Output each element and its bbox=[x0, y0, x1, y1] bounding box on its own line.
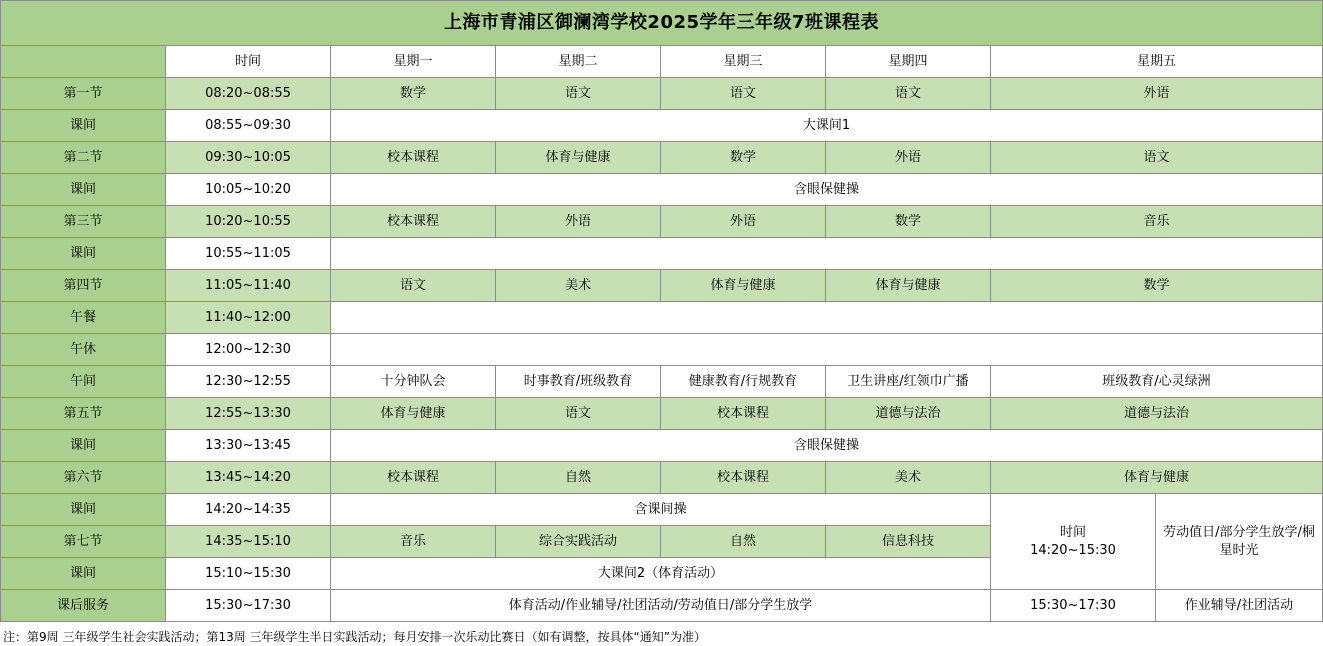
period-time: 12:55~13:30 bbox=[166, 398, 331, 430]
period-label: 课间 bbox=[1, 110, 166, 142]
cell-wed: 自然 bbox=[661, 526, 826, 558]
friday-service-activity: 作业辅导/社团活动 bbox=[1156, 590, 1323, 622]
period-label: 午餐 bbox=[1, 302, 166, 334]
period-label: 课间 bbox=[1, 174, 166, 206]
cell-wed: 外语 bbox=[661, 206, 826, 238]
cell-wed: 数学 bbox=[661, 142, 826, 174]
table-row bbox=[1, 270, 1323, 302]
friday-activity-cell: 劳动值日/部分学生放学/桐星时光 bbox=[1156, 494, 1323, 590]
cell-tue: 语文 bbox=[496, 78, 661, 110]
period-label: 课间 bbox=[1, 494, 166, 526]
period-label: 课间 bbox=[1, 238, 166, 270]
period-time: 11:40~12:00 bbox=[166, 302, 331, 334]
period-label: 第三节 bbox=[1, 206, 166, 238]
period-label: 课间 bbox=[1, 558, 166, 590]
footnote: 注：第9周 三年级学生社会实践活动；第13周 三年级学生半日实践活动；每月安排一次乐动比赛日（如有调整，按具体“通知”为准） bbox=[3, 630, 706, 644]
period-time: 13:30~13:45 bbox=[166, 430, 331, 462]
period-time: 14:20~14:35 bbox=[166, 494, 331, 526]
break-cell: 大课间1 bbox=[331, 110, 1323, 142]
header-row bbox=[1, 46, 1323, 78]
cell-fri: 语文 bbox=[991, 142, 1323, 174]
cell-wed: 语文 bbox=[661, 78, 826, 110]
page-title: 上海市青浦区御澜湾学校2025学年三年级7班课程表 bbox=[1, 1, 1323, 46]
after-school-cell: 体育活动/作业辅导/社团活动/劳动值日/部分学生放学 bbox=[331, 590, 991, 622]
break-cell: 含眼保健操 bbox=[331, 174, 1323, 206]
cell-tue: 综合实践活动 bbox=[496, 526, 661, 558]
period-time: 11:05~11:40 bbox=[166, 270, 331, 302]
period-label: 午休 bbox=[1, 334, 166, 366]
period-time: 15:30~17:30 bbox=[166, 590, 331, 622]
cell-thu: 数学 bbox=[826, 206, 991, 238]
period-label: 第二节 bbox=[1, 142, 166, 174]
period-time: 14:35~15:10 bbox=[166, 526, 331, 558]
cell-thu: 卫生讲座/红领巾广播 bbox=[826, 366, 991, 398]
period-time: 12:30~12:55 bbox=[166, 366, 331, 398]
table-row bbox=[1, 110, 1323, 142]
period-time: 10:20~10:55 bbox=[166, 206, 331, 238]
cell-wed: 校本课程 bbox=[661, 398, 826, 430]
period-label: 第七节 bbox=[1, 526, 166, 558]
break-cell bbox=[331, 302, 1323, 334]
header-empty bbox=[1, 46, 166, 78]
table-row bbox=[1, 238, 1323, 270]
cell-thu: 体育与健康 bbox=[826, 270, 991, 302]
table-row bbox=[1, 366, 1323, 398]
cell-mon: 校本课程 bbox=[331, 206, 496, 238]
cell-fri: 体育与健康 bbox=[991, 462, 1323, 494]
period-time: 13:45~14:20 bbox=[166, 462, 331, 494]
period-time: 10:05~10:20 bbox=[166, 174, 331, 206]
header-thursday: 星期四 bbox=[826, 46, 991, 78]
header-tuesday: 星期二 bbox=[496, 46, 661, 78]
break-cell: 大课间2（体育活动） bbox=[331, 558, 991, 590]
table-row bbox=[1, 142, 1323, 174]
header-time: 时间 bbox=[166, 46, 331, 78]
header-monday: 星期一 bbox=[331, 46, 496, 78]
cell-mon: 体育与健康 bbox=[331, 398, 496, 430]
period-label: 课间 bbox=[1, 430, 166, 462]
table-row bbox=[1, 78, 1323, 110]
cell-mon: 语文 bbox=[331, 270, 496, 302]
table-row bbox=[1, 398, 1323, 430]
header-friday: 星期五 bbox=[991, 46, 1323, 78]
period-label: 课后服务 bbox=[1, 590, 166, 622]
period-time: 08:55~09:30 bbox=[166, 110, 331, 142]
cell-fri: 数学 bbox=[991, 270, 1323, 302]
friday-time-range: 14:20~15:30 bbox=[1030, 542, 1116, 558]
period-label: 午间 bbox=[1, 366, 166, 398]
period-label: 第四节 bbox=[1, 270, 166, 302]
cell-tue: 时事教育/班级教育 bbox=[496, 366, 661, 398]
cell-thu: 美术 bbox=[826, 462, 991, 494]
cell-fri: 外语 bbox=[991, 78, 1323, 110]
period-label: 第五节 bbox=[1, 398, 166, 430]
period-time: 09:30~10:05 bbox=[166, 142, 331, 174]
cell-thu: 语文 bbox=[826, 78, 991, 110]
cell-tue: 自然 bbox=[496, 462, 661, 494]
friday-service-time: 15:30~17:30 bbox=[991, 590, 1156, 622]
cell-tue: 外语 bbox=[496, 206, 661, 238]
friday-time-cell bbox=[991, 494, 1156, 590]
cell-thu: 外语 bbox=[826, 142, 991, 174]
friday-time-label: 时间 bbox=[1059, 524, 1086, 540]
cell-mon: 数学 bbox=[331, 78, 496, 110]
table-row bbox=[1, 174, 1323, 206]
table-row bbox=[1, 302, 1323, 334]
cell-thu: 信息科技 bbox=[826, 526, 991, 558]
period-time: 08:20~08:55 bbox=[166, 78, 331, 110]
cell-thu: 道德与法治 bbox=[826, 398, 991, 430]
cell-wed: 校本课程 bbox=[661, 462, 826, 494]
table-row bbox=[1, 494, 1323, 526]
table-row bbox=[1, 462, 1323, 494]
table-row bbox=[1, 430, 1323, 462]
cell-wed: 健康教育/行规教育 bbox=[661, 366, 826, 398]
cell-tue: 体育与健康 bbox=[496, 142, 661, 174]
break-cell: 含课间操 bbox=[331, 494, 991, 526]
break-cell bbox=[331, 334, 1323, 366]
break-cell bbox=[331, 238, 1323, 270]
cell-fri: 道德与法治 bbox=[991, 398, 1323, 430]
cell-tue: 美术 bbox=[496, 270, 661, 302]
cell-mon: 校本课程 bbox=[331, 142, 496, 174]
period-time: 12:00~12:30 bbox=[166, 334, 331, 366]
cell-tue: 语文 bbox=[496, 398, 661, 430]
table-row bbox=[1, 334, 1323, 366]
period-time: 15:10~15:30 bbox=[166, 558, 331, 590]
cell-mon: 十分钟队会 bbox=[331, 366, 496, 398]
cell-mon: 校本课程 bbox=[331, 462, 496, 494]
table-row bbox=[1, 590, 1323, 622]
cell-fri: 班级教育/心灵绿洲 bbox=[991, 366, 1323, 398]
cell-fri: 音乐 bbox=[991, 206, 1323, 238]
cell-mon: 音乐 bbox=[331, 526, 496, 558]
table-row bbox=[1, 206, 1323, 238]
cell-wed: 体育与健康 bbox=[661, 270, 826, 302]
header-wednesday: 星期三 bbox=[661, 46, 826, 78]
break-cell: 含眼保健操 bbox=[331, 430, 1323, 462]
period-label: 第一节 bbox=[1, 78, 166, 110]
period-label: 第六节 bbox=[1, 462, 166, 494]
period-time: 10:55~11:05 bbox=[166, 238, 331, 270]
